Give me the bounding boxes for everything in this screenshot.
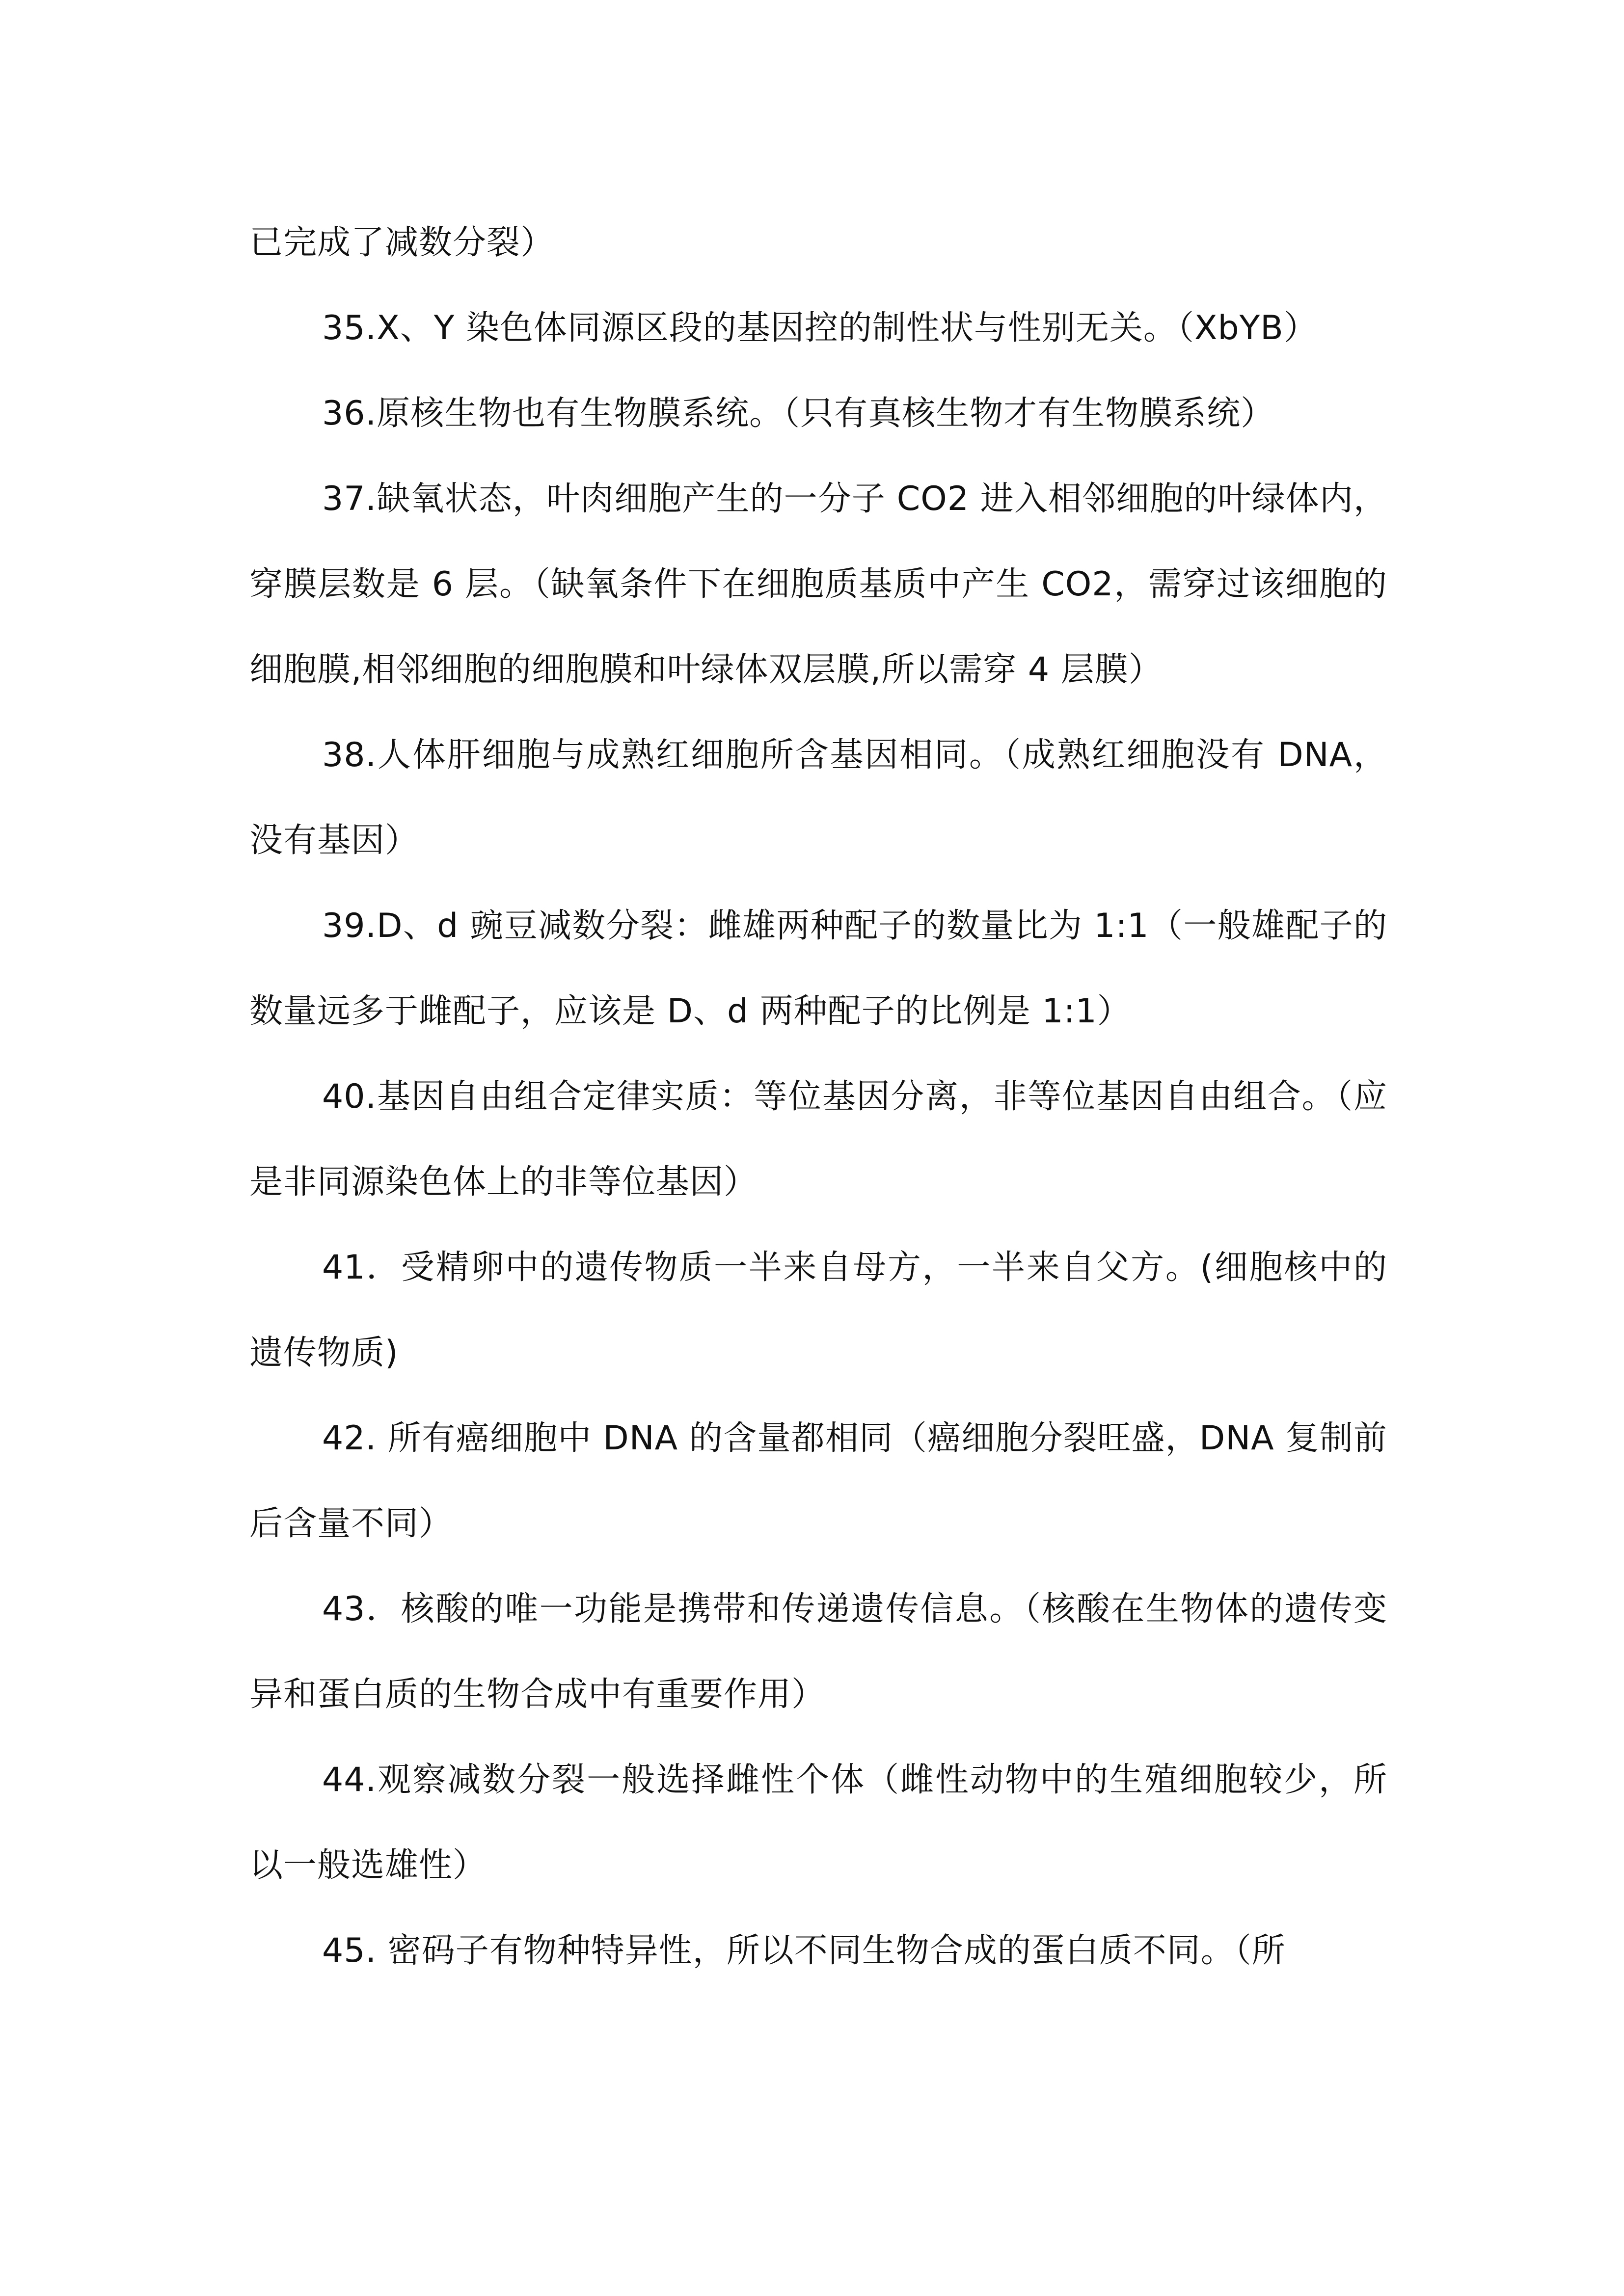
paragraph-item-45: 45. 密码子有物种特异性，所以不同生物合成的蛋白质不同。（所 — [322, 1931, 1286, 1970]
paragraph-item-42: 42. 所有癌细胞中 DNA 的含量都相同（癌细胞分裂旺盛，DNA 复制前后含量不同） — [249, 1419, 1387, 1543]
document-page — [249, 200, 1387, 1994]
paragraph-item-39: 39.D、d 豌豆减数分裂：雌雄两种配子的数量比为 1:1（一般雄配子的数量远多于雌配子，应该是 D、d 两种配子的比例是 1:1） — [249, 907, 1387, 1031]
paragraph-item-40: 40.基因自由组合定律实质：等位基因分离，非等位基因自由组合。（应是非同源染色体上的非等位基因） — [249, 1077, 1387, 1201]
paragraph-item-43: 43．核酸的唯一功能是携带和传递遗传信息。（核酸在生物体的遗传变异和蛋白质的生物合成中有重要作用） — [249, 1590, 1387, 1714]
paragraph-continuation: 已完成了减数分裂） — [249, 223, 555, 262]
paragraph-item-36: 36.原核生物也有生物膜系统。（只有真核生物才有生物膜系统） — [322, 394, 1275, 433]
paragraph-item-41: 41．受精卵中的遗传物质一半来自母方，一半来自父方。(细胞核中的遗传物质) — [249, 1248, 1387, 1372]
paragraph-item-35: 35.X、Y 染色体同源区段的基因控的制性状与性别无关。（XbYB） — [322, 309, 1318, 347]
paragraph-item-37: 37.缺氧状态，叶肉细胞产生的一分子 CO2 进入相邻细胞的叶绿体内，穿膜层数是 6 层。（缺氧条件下在细胞质基质中产生 CO2，需穿过该细胞的细胞膜,相邻细胞的细胞膜和叶绿体双层膜,所以需穿 4 层膜） — [249, 480, 1387, 689]
paragraph-item-38: 38.人体肝细胞与成熟红细胞所含基因相同。（成熟红细胞没有 DNA，没有基因） — [249, 736, 1387, 860]
paragraph-item-44: 44.观察减数分裂一般选择雌性个体（雌性动物中的生殖细胞较少，所以一般选雄性） — [249, 1761, 1387, 1885]
